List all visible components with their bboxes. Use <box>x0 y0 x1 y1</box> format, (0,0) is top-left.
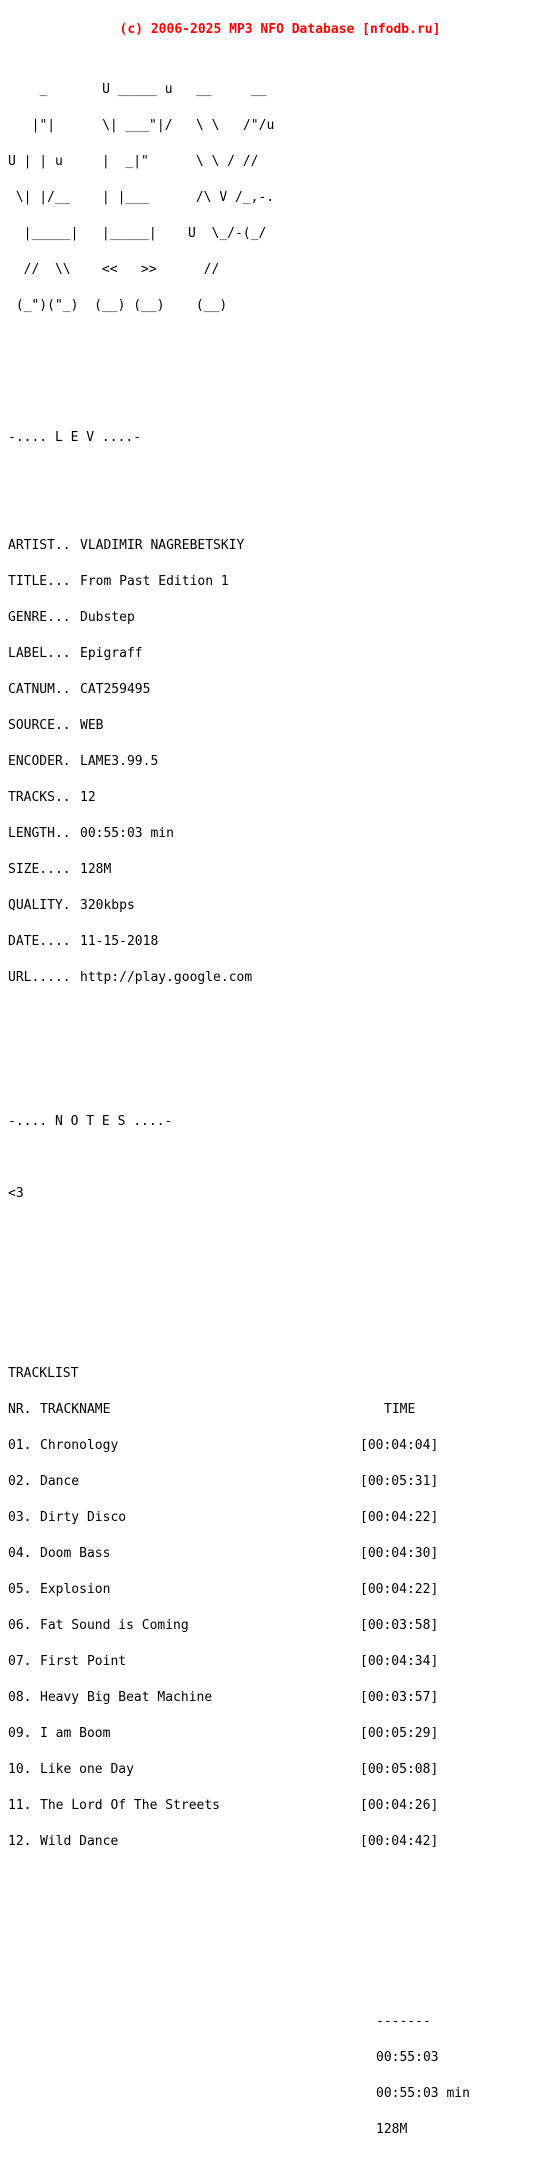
ascii-art-line: // \\ << >> // <box>8 262 220 277</box>
info-row <box>8 576 560 588</box>
info-key: TRACKS.. <box>8 790 71 805</box>
track-number: 05. <box>8 1582 32 1597</box>
track-row <box>8 1440 560 1452</box>
info-key: LENGTH.. <box>8 826 71 841</box>
track-row <box>8 1800 560 1812</box>
track-number: 10. <box>8 1762 32 1777</box>
col-name-header: TRACKNAME <box>40 1402 111 1417</box>
info-row <box>8 936 560 948</box>
track-name: Chronology <box>40 1438 119 1453</box>
info-value: Dubstep <box>80 610 135 625</box>
track-time: [00:04:26] <box>360 1798 439 1813</box>
total-size: 128M <box>376 2122 408 2137</box>
track-name: Like one Day <box>40 1762 134 1777</box>
info-row <box>8 828 560 840</box>
track-time: [00:04:34] <box>360 1654 439 1669</box>
track-time: [00:05:31] <box>360 1474 439 1489</box>
info-key: LABEL... <box>8 646 71 661</box>
track-time: [00:03:58] <box>360 1618 439 1633</box>
info-key: DATE.... <box>8 934 71 949</box>
track-name: First Point <box>40 1654 127 1669</box>
info-value: WEB <box>80 718 104 733</box>
track-number: 12. <box>8 1834 32 1849</box>
track-row <box>8 1656 560 1668</box>
info-row <box>8 792 560 804</box>
track-number: 06. <box>8 1618 32 1633</box>
track-row <box>8 1620 560 1632</box>
track-time: [00:04:22] <box>360 1510 439 1525</box>
track-row <box>8 1692 560 1704</box>
track-name: Heavy Big Beat Machine <box>40 1690 213 1705</box>
ascii-art-line: \| |/__ | |___ /\ V /_,-. <box>8 190 275 205</box>
info-value: Epigraff <box>80 646 143 661</box>
info-row <box>8 900 560 912</box>
ascii-art-line: |"| \| ___"|/ \ \ /"/u <box>16 118 275 133</box>
totals-divider: ------- <box>376 2014 431 2029</box>
info-value: VLADIMIR NAGREBETSKIY <box>80 538 245 553</box>
section-notes: -.... N O T E S ....- <box>8 1114 173 1129</box>
info-value: 12 <box>80 790 96 805</box>
info-row <box>8 972 560 984</box>
info-key: SIZE.... <box>8 862 71 877</box>
col-time-header: TIME <box>384 1402 416 1417</box>
info-row <box>8 756 560 768</box>
track-number: 09. <box>8 1726 32 1741</box>
info-value: LAME3.99.5 <box>80 754 159 769</box>
ascii-art-line: U | | u | _|" \ \ / // <box>8 154 259 169</box>
track-row <box>8 1548 560 1560</box>
info-value: 128M <box>80 862 112 877</box>
track-name: Dirty Disco <box>40 1510 127 1525</box>
info-row <box>8 684 560 696</box>
track-name: Explosion <box>40 1582 111 1597</box>
info-key: SOURCE.. <box>8 718 71 733</box>
info-value: 320kbps <box>80 898 135 913</box>
info-value: From Past Edition 1 <box>80 574 229 589</box>
track-time: [00:03:57] <box>360 1690 439 1705</box>
section-lev: -.... L E V ....- <box>8 430 142 445</box>
info-row <box>8 720 560 732</box>
track-time: [00:04:04] <box>360 1438 439 1453</box>
tracklist-header-row <box>8 1404 560 1416</box>
ascii-art-line: |_____| |_____| U \_/-(_/ <box>8 226 267 241</box>
track-name: Fat Sound is Coming <box>40 1618 189 1633</box>
info-value: 11-15-2018 <box>80 934 159 949</box>
track-name: Wild Dance <box>40 1834 119 1849</box>
release-info <box>0 516 560 1008</box>
track-row <box>8 1476 560 1488</box>
track-number: 11. <box>8 1798 32 1813</box>
track-name: The Lord Of The Streets <box>40 1798 221 1813</box>
track-time: [00:05:29] <box>360 1726 439 1741</box>
track-number: 07. <box>8 1654 32 1669</box>
track-row <box>8 1584 560 1596</box>
info-key: TITLE... <box>8 574 71 589</box>
track-number: 08. <box>8 1690 32 1705</box>
track-number: 03. <box>8 1510 32 1525</box>
total-length: 00:55:03 min <box>376 2086 470 2101</box>
track-row <box>8 1764 560 1776</box>
track-time: [00:04:42] <box>360 1834 439 1849</box>
track-row <box>8 1512 560 1524</box>
track-row <box>8 1836 560 1848</box>
info-value: 00:55:03 min <box>80 826 174 841</box>
info-value: http://play.google.com <box>80 970 253 985</box>
info-key: CATNUM.. <box>8 682 71 697</box>
ascii-art-logo <box>0 60 560 336</box>
info-row <box>8 864 560 876</box>
info-key: GENRE... <box>8 610 71 625</box>
info-row <box>8 540 560 552</box>
info-key: ARTIST.. <box>8 538 71 553</box>
ascii-art-line: (_")("_) (__) (__) (__) <box>8 298 228 313</box>
track-row <box>8 1728 560 1740</box>
track-number: 02. <box>8 1474 32 1489</box>
info-key: URL..... <box>8 970 71 985</box>
tracklist-heading: TRACKLIST <box>8 1366 79 1381</box>
notes-text: <3 <box>8 1186 24 1201</box>
info-value: CAT259495 <box>80 682 151 697</box>
track-time: [00:05:08] <box>360 1762 439 1777</box>
col-nr-header: NR. <box>8 1402 32 1417</box>
info-key: ENCODER. <box>8 754 71 769</box>
track-time: [00:04:22] <box>360 1582 439 1597</box>
info-key: QUALITY. <box>8 898 71 913</box>
total-time: 00:55:03 <box>376 2050 439 2065</box>
totals <box>0 1992 560 2160</box>
track-number: 01. <box>8 1438 32 1453</box>
info-row <box>8 612 560 624</box>
credit-header: (c) 2006-2025 MP3 NFO Database [nfodb.ru] <box>119 22 441 37</box>
ascii-art-line: _ U _____ u __ __ <box>16 82 267 97</box>
track-number: 04. <box>8 1546 32 1561</box>
track-name: Doom Bass <box>40 1546 111 1561</box>
track-name: I am Boom <box>40 1726 111 1741</box>
info-row <box>8 648 560 660</box>
track-time: [00:04:30] <box>360 1546 439 1561</box>
tracklist <box>0 1344 560 1872</box>
track-name: Dance <box>40 1474 80 1489</box>
